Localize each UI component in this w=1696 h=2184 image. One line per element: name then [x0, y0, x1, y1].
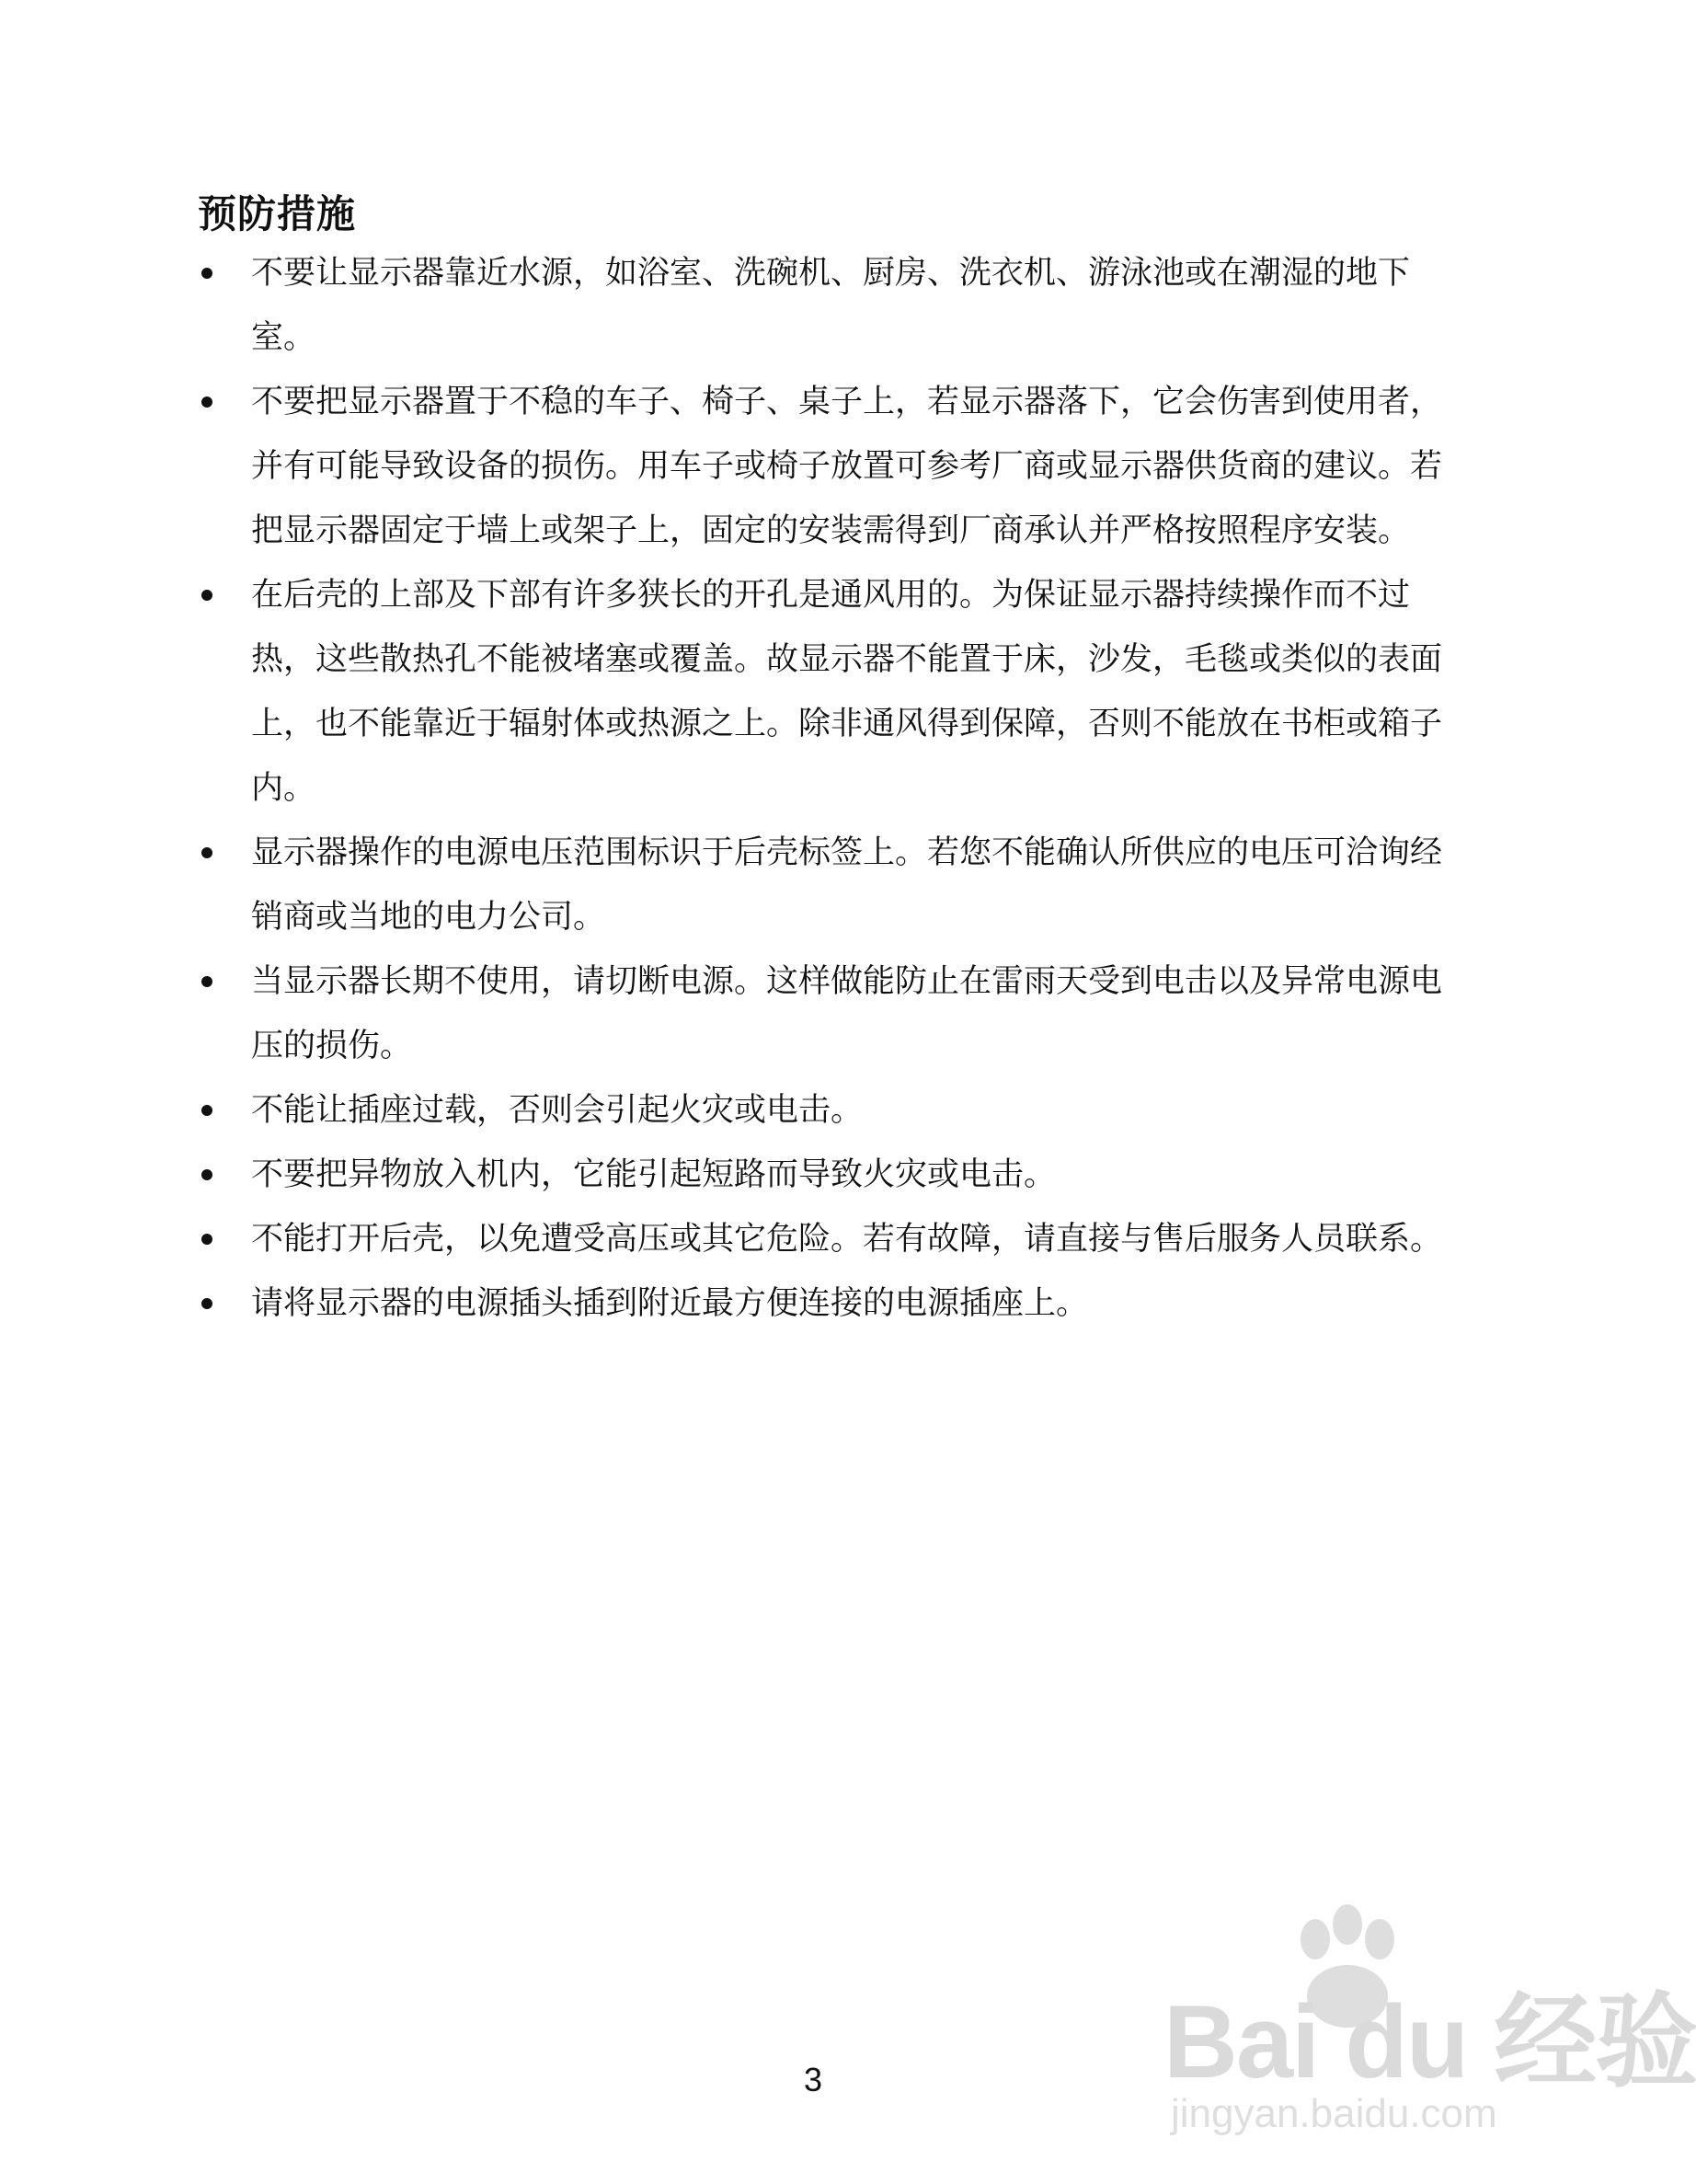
- list-item-text: 显示器操作的电源电压范围标识于后壳标签上。若您不能确认所供应的电压可洽询经销商或当地的电力公司。: [251, 834, 1443, 936]
- list-item: [198, 821, 1444, 949]
- bullet-icon: [201, 590, 212, 601]
- list-item-text: 不要把异物放入机内，它能引起短路而导致火灾或电击。: [251, 1156, 1057, 1193]
- bullet-icon: [201, 397, 212, 408]
- page-title: 预防措施: [198, 191, 357, 237]
- list-item: [198, 1271, 1444, 1336]
- list-item: [198, 1143, 1444, 1207]
- bullet-icon: [201, 847, 212, 858]
- list-item-text: 请将显示器的电源插头插到附近最方便连接的电源插座上。: [251, 1285, 1089, 1322]
- list-item: [198, 241, 1444, 370]
- precaution-list: [198, 241, 1444, 1336]
- list-item-text: 当显示器长期不使用，请切断电源。这样做能防止在雷雨天受到电击以及异常电源电压的损伤。: [251, 963, 1443, 1064]
- bullet-icon: [201, 1105, 212, 1116]
- list-item: [198, 1078, 1444, 1143]
- list-item: [198, 370, 1444, 563]
- baidu-watermark: [1163, 1904, 1696, 2144]
- list-item-text: 不要把显示器置于不稳的车子、椅子、桌子上，若显示器落下，它会伤害到使用者，并有可能导致设备的损伤。用车子或椅子放置可参考厂商或显示器供货商的建议。若把显示器固定于墙上或架子上，固定的安装需得到厂商承认并严格按照程序安装。: [251, 384, 1443, 549]
- list-item: [198, 949, 1444, 1078]
- bullet-icon: [201, 976, 212, 987]
- list-item-text: 在后壳的上部及下部有许多狭长的开孔是通风用的。为保证显示器持续操作而不过热，这些散热孔不能被堵塞或覆盖。故显示器不能置于床，沙发，毛毯或类似的表面上，也不能靠近于辐射体或热源之上。除非通风得到保障，否则不能放在书柜或箱子内。: [251, 577, 1443, 807]
- list-item-text: 不要让显示器靠近水源，如浴室、洗碗机、厨房、洗衣机、游泳池或在潮湿的地下室。: [251, 255, 1411, 356]
- bullet-icon: [201, 268, 212, 279]
- list-item: [198, 563, 1444, 821]
- bullet-icon: [201, 1169, 212, 1180]
- bullet-icon: [201, 1298, 212, 1309]
- bullet-icon: [201, 1234, 212, 1245]
- page-number: 3: [803, 2061, 823, 2098]
- watermark-logo: Bai du 经验: [1163, 1984, 1696, 2099]
- watermark-url: jingyan.baidu.com: [1171, 2091, 1497, 2136]
- list-item-text: 不能打开后壳，以免遭受高压或其它危险。若有故障，请直接与售后服务人员联系。: [251, 1221, 1443, 1258]
- list-item-text: 不能让插座过载，否则会引起火灾或电击。: [251, 1092, 864, 1129]
- list-item: [198, 1207, 1444, 1271]
